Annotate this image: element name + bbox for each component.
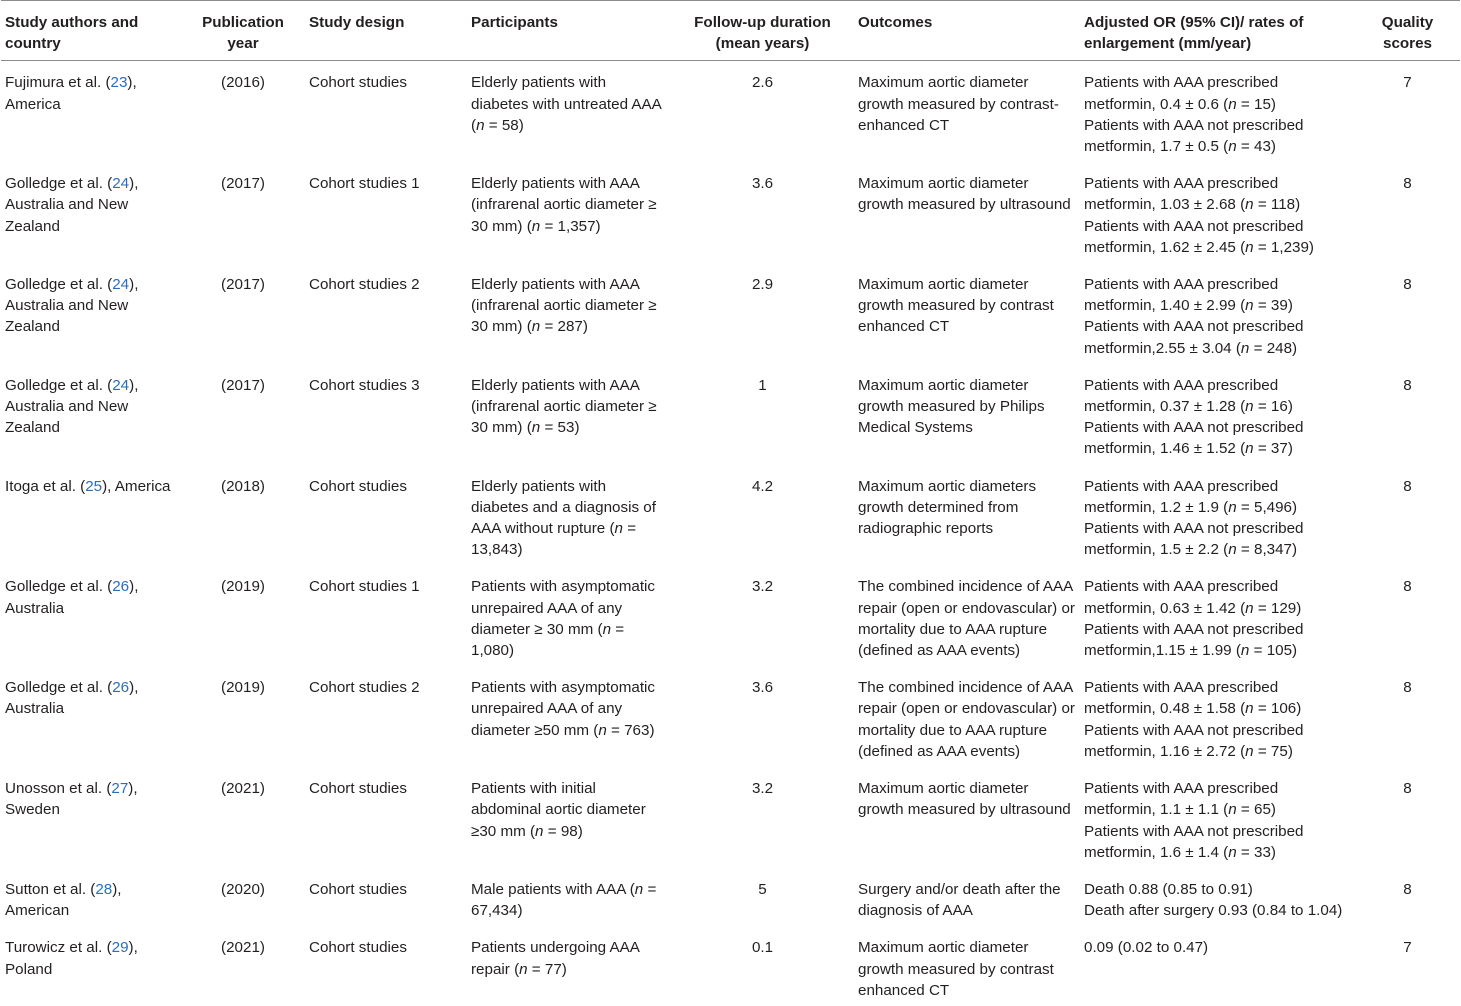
header-row [1,1,1460,61]
cell-results [1080,162,1355,263]
cell-results [1080,263,1355,364]
n-symbol: n [531,318,541,336]
participants-n: 98 [560,822,578,840]
col-header-participants: Participants [471,14,558,31]
participants-n: 287 [557,318,583,336]
reference-number: 27 [111,780,129,798]
cell-authors: Golledge et al. (26), Australia [5,679,139,718]
cell-quality: 7 [1403,939,1412,957]
cell-authors: Golledge et al. (24), Australia and New Zealand [5,175,139,235]
col-header-design: Study design [309,14,405,31]
result-not-prescribed-text: Patients with AAA not prescribed metformin, 1.16 ± 2.72 [1084,721,1304,760]
result-not-prescribed: Patients with AAA not prescribed metformin,2.55 ± 3.04 (n = 248) [1084,318,1304,357]
result-not-prescribed-n: 8,347 [1254,541,1293,559]
cell-results [1080,565,1355,666]
cell-participants: Patients with initial abdominal aortic diameter ≥30 mm (n = 98) [471,780,646,840]
n-symbol: n [1245,742,1254,760]
result-prescribed: Patients with AAA prescribed metformin, 1.2 ± 1.9 (n = 5,496) [1084,477,1298,516]
n-symbol: n [1245,700,1254,718]
participants-n: 53 [557,419,575,437]
result-not-prescribed: Patients with AAA not prescribed metformin, 1.5 ± 2.2 (n = 8,347) [1084,520,1304,559]
result-prescribed-n: 65 [1254,801,1271,819]
n-symbol: n [1245,398,1254,416]
table-row [1,767,1460,868]
n-symbol: n [1228,801,1237,819]
cell-year: (2017) [221,376,265,394]
country: American [5,902,70,920]
result-prescribed-n: 5,496 [1254,498,1293,516]
cell-design: Cohort studies [309,880,407,898]
participants-n: 77 [544,960,562,978]
n-symbol: n [1228,95,1237,113]
result-prescribed-text: Patients with AAA prescribed metformin, 0.63 ± 1.42 [1084,578,1279,617]
country: America [114,477,171,495]
cell-year: (2021) [221,939,265,957]
result-not-prescribed-text: Patients with AAA not prescribed metformin, 1.46 ± 1.52 [1084,419,1304,458]
cell-followup: 3.2 [751,780,774,798]
n-symbol: n [531,217,541,235]
result-text: Death after surgery 0.93 (0.84 to 1.04) [1084,902,1343,920]
cell-quality: 8 [1403,880,1412,898]
result-prescribed-n: 39 [1270,297,1288,315]
reference-number: 24 [112,276,130,294]
country: Sweden [5,801,60,819]
cell-year: (2021) [221,780,265,798]
n-symbol: n [1228,138,1237,156]
result-not-prescribed-n: 1,239 [1270,238,1309,256]
author-name: Golledge et al. [5,175,103,193]
result-prescribed: Patients with AAA prescribed metformin, 0.63 ± 1.42 (n = 129) [1084,578,1302,617]
cell-followup: 3.6 [751,679,774,697]
result-not-prescribed: Patients with AAA not prescribed metformin, 1.6 ± 1.4 (n = 33) [1084,822,1304,861]
cell-participants: Elderly patients with diabetes and a diagnosis of AAA without rupture (n = 13,843) [471,477,656,559]
participants-text: Patients with asymptomatic unrepaired AAA of any diameter ≥50 mm [471,679,656,739]
cell-authors: Golledge et al. (24), Australia and New Zealand [5,276,139,336]
reference-number: 25 [85,477,103,495]
table-row [1,868,1460,926]
cell-year: (2019) [221,578,265,596]
participants-text: Elderly patients with diabetes and a diagnosis of AAA without rupture [471,477,656,538]
cell-year: (2017) [221,175,265,193]
result-prescribed: Patients with AAA prescribed metformin, 0.4 ± 0.6 (n = 15) [1084,74,1279,113]
cell-outcome: Maximum aortic diameter growth measured by contrast enhanced CT [858,276,1054,336]
cell-participants: Elderly patients with diabetes with untreated AAA (n = 58) [471,74,661,134]
cell-followup: 0.1 [751,939,774,957]
result-not-prescribed-n: 75 [1270,742,1288,760]
study-characteristics-table [1,0,1460,1006]
result-prescribed-text: Patients with AAA prescribed metformin, 0.4 ± 0.6 [1084,74,1279,113]
country: Poland [5,960,53,978]
cell-results [1080,767,1355,868]
author-name: Sutton et al. [5,880,87,898]
reference-number: 26 [112,679,130,697]
table-row [1,666,1460,767]
reference-number: 23 [110,74,128,92]
participants-text: Patients with asymptomatic unrepaired AAA of any diameter ≥ 30 mm [471,578,656,638]
col-header-authors: Study authors and country [5,14,139,53]
participants-n: 58 [501,116,519,134]
result-not-prescribed-text: Patients with AAA not prescribed metformin,2.55 ± 3.04 [1084,318,1304,357]
cell-quality: 8 [1403,679,1412,697]
author-name: Itoga et al. [5,477,76,495]
col-header-year: Publication year [202,14,284,53]
cell-authors: Itoga et al. (25), America [5,477,171,495]
result-not-prescribed-n: 105 [1266,642,1293,660]
cell-quality: 8 [1403,578,1412,596]
cell-outcome: Maximum aortic diameter growth measured by contrast-enhanced CT [858,74,1059,134]
cell-participants: Patients with asymptomatic unrepaired AAA of any diameter ≥50 mm (n = 763) [471,679,656,739]
cell-outcome: Maximum aortic diameter growth measured by ultrasound [858,780,1071,819]
reference-number: 29 [111,939,129,957]
n-symbol: n [535,822,544,840]
cell-participants: Elderly patients with AAA (infrarenal aortic diameter ≥ 30 mm) (n = 53) [471,376,657,437]
result-prescribed-n: 106 [1270,700,1297,718]
n-symbol: n [602,620,612,638]
cell-quality: 8 [1403,477,1412,495]
n-symbol: n [476,116,485,134]
participants-n: 1,080 [471,642,510,660]
cell-outcome: Maximum aortic diameter growth measured by Philips Medical Systems [858,376,1045,437]
participants-text: Elderly patients with AAA (infrarenal aortic diameter ≥ 30 mm) [471,276,657,336]
result-prescribed-text: Patients with AAA prescribed metformin, 1.2 ± 1.9 [1084,477,1279,516]
reference-number: 26 [112,578,130,596]
result-prescribed-n: 15 [1254,95,1271,113]
result-not-prescribed-text: Patients with AAA not prescribed metformin, 1.7 ± 0.5 [1084,116,1304,156]
cell-design: Cohort studies 3 [309,376,420,394]
participants-text: Elderly patients with AAA (infrarenal aortic diameter ≥ 30 mm) [471,376,657,437]
cell-participants: Patients with asymptomatic unrepaired AAA of any diameter ≥ 30 mm (n = 1,080) [471,578,656,660]
cell-design: Cohort studies [309,477,407,495]
n-symbol: n [1245,599,1254,617]
cell-authors: Sutton et al. (28), American [5,880,122,920]
cell-design: Cohort studies [309,939,407,957]
cell-outcome: The combined incidence of AAA repair (open or endovascular) or mortality due to AAA rupture (defined as AAA events) [858,679,1075,760]
result-not-prescribed-text: Patients with AAA not prescribed metformin, 1.6 ± 1.4 [1084,822,1304,861]
author-name: Golledge et al. [5,578,103,596]
n-symbol: n [1240,339,1250,357]
participants-text: Male patients with AAA [471,880,626,898]
cell-authors: Golledge et al. (24), Australia and New Zealand [5,376,139,437]
author-name: Golledge et al. [5,376,103,394]
participants-text: Patients with initial abdominal aortic diameter ≥30 mm [471,780,646,840]
col-header-followup: Follow-up duration (mean years) [694,14,831,53]
result-prescribed: Patients with AAA prescribed metformin, 1.40 ± 2.99 (n = 39) [1084,276,1293,315]
participants-text: Patients undergoing AAA repair [471,939,640,978]
n-symbol: n [1245,196,1254,214]
country: Australia and New Zealand [5,196,129,235]
n-symbol: n [1240,642,1250,660]
author-name: Unosson et al. [5,780,103,798]
reference-number: 24 [112,376,130,394]
cell-followup: 1 [758,376,767,394]
cell-participants: Elderly patients with AAA (infrarenal aortic diameter ≥ 30 mm) (n = 287) [471,276,657,336]
table-body [1,61,1460,1006]
cell-followup: 3.2 [751,578,774,596]
author-name: Turowicz et al. [5,939,103,957]
cell-design: Cohort studies 2 [309,679,420,697]
country: Australia [5,700,65,718]
result-prescribed-text: Patients with AAA prescribed metformin, 0.48 ± 1.58 [1084,679,1279,718]
cell-quality: 7 [1403,74,1412,92]
cell-outcome: Maximum aortic diameters growth determined from radiographic reports [858,477,1037,538]
cell-year: (2019) [221,679,265,697]
n-symbol: n [614,520,623,538]
cell-participants: Patients undergoing AAA repair (n = 77) [471,939,640,978]
result-not-prescribed: Patients with AAA not prescribed metformin,1.15 ± 1.99 (n = 105) [1084,620,1304,660]
table-row [1,926,1460,1006]
cell-year: (2018) [221,477,265,495]
n-symbol: n [634,880,644,898]
cell-design: Cohort studies 2 [309,276,420,294]
result-prescribed-n: 16 [1270,398,1288,416]
result-prescribed: Patients with AAA prescribed metformin, 1.1 ± 1.1 (n = 65) [1084,780,1279,819]
result-prescribed: Patients with AAA prescribed metformin, 1.03 ± 2.68 (n = 118) [1084,175,1301,214]
participants-n: 1,357 [557,217,596,235]
table-row [1,61,1460,162]
table-row [1,263,1460,364]
participants-n: 13,843 [471,541,518,559]
n-symbol: n [1245,297,1254,315]
cell-design: Cohort studies [309,74,407,92]
country: America [5,95,61,113]
result-not-prescribed-n: 33 [1254,843,1271,861]
n-symbol: n [1228,843,1237,861]
cell-quality: 8 [1403,376,1412,394]
n-symbol: n [1245,238,1254,256]
author-name: Golledge et al. [5,679,103,697]
result-not-prescribed-text: Patients with AAA not prescribed metformin, 1.5 ± 2.2 [1084,520,1304,559]
participants-text: Elderly patients with AAA (infrarenal aortic diameter ≥ 30 mm) [471,175,657,235]
col-header-or: Adjusted OR (95% CI)/ rates of enlargement (mm/year) [1084,14,1304,53]
cell-outcome: Maximum aortic diameter growth measured by ultrasound [858,175,1071,214]
participants-n: 763 [624,721,650,739]
cell-outcome: Surgery and/or death after the diagnosis of AAA [858,880,1061,920]
participants-text: Elderly patients with diabetes with untreated AAA [471,74,661,113]
cell-quality: 8 [1403,175,1412,193]
author-name: Golledge et al. [5,276,103,294]
author-name: Fujimura et al. [5,74,102,92]
cell-design: Cohort studies [309,780,407,798]
cell-results [1080,868,1355,926]
result-not-prescribed: Patients with AAA not prescribed metformin, 1.46 ± 1.52 (n = 37) [1084,419,1304,458]
cell-followup: 4.2 [751,477,774,495]
table-row [1,565,1460,666]
result-prescribed-text: Patients with AAA prescribed metformin, 1.1 ± 1.1 [1084,780,1279,819]
table-row [1,162,1460,263]
result-prescribed: Patients with AAA prescribed metformin, 0.37 ± 1.28 (n = 16) [1084,376,1293,416]
cell-results [1080,926,1355,1006]
cell-authors: Unosson et al. (27), Sweden [5,780,138,819]
result-prescribed-text: Patients with AAA prescribed metformin, 1.40 ± 2.99 [1084,276,1279,315]
result-not-prescribed-n: 43 [1254,138,1271,156]
result-not-prescribed: Patients with AAA not prescribed metformin, 1.7 ± 0.5 (n = 43) [1084,116,1304,156]
cell-year: (2020) [221,880,265,898]
cell-followup: 5 [758,880,767,898]
result-prescribed-n: 118 [1270,196,1296,214]
n-symbol: n [1245,440,1254,458]
result-not-prescribed-n: 37 [1270,440,1288,458]
reference-number: 24 [112,175,130,193]
cell-quality: 8 [1403,780,1412,798]
country: Australia [5,599,65,617]
table-row [1,465,1460,566]
cell-participants: Male patients with AAA (n = 67,434) [471,880,657,920]
cell-followup: 2.9 [751,276,774,294]
cell-outcome: The combined incidence of AAA repair (open or endovascular) or mortality due to AAA rupture (defined as AAA events) [858,578,1075,660]
result-not-prescribed-text: Patients with AAA not prescribed metformin, 1.62 ± 2.45 [1084,217,1304,256]
participants-n: 67,434 [471,902,518,920]
result-prescribed-text: Patients with AAA prescribed metformin, 1.03 ± 2.68 [1084,175,1279,214]
result-not-prescribed-n: 248 [1266,339,1293,357]
cell-year: (2017) [221,276,265,294]
table-row [1,364,1460,465]
cell-year: (2016) [221,74,265,92]
cell-quality: 8 [1403,276,1412,294]
result-prescribed-n: 129 [1270,599,1297,617]
n-symbol: n [531,419,541,437]
cell-design: Cohort studies 1 [309,578,420,596]
result-prescribed: Patients with AAA prescribed metformin, 0.48 ± 1.58 (n = 106) [1084,679,1302,718]
cell-followup: 3.6 [751,175,774,193]
n-symbol: n [519,960,528,978]
n-symbol: n [1228,498,1237,516]
cell-design: Cohort studies 1 [309,175,420,193]
cell-results [1080,666,1355,767]
n-symbol: n [598,721,607,739]
cell-results [1080,61,1355,162]
col-header-quality: Quality scores [1381,14,1434,53]
result-text: 0.09 (0.02 to 0.47) [1084,939,1209,957]
result-not-prescribed-text: Patients with AAA not prescribed metformin,1.15 ± 1.99 [1084,620,1304,660]
cell-followup: 2.6 [751,74,774,92]
cell-results [1080,465,1355,566]
result-not-prescribed: Patients with AAA not prescribed metformin, 1.62 ± 2.45 (n = 1,239) [1084,217,1314,256]
result-text: Death 0.88 (0.85 to 0.91) [1084,880,1253,898]
col-header-outcomes: Outcomes [858,14,933,31]
reference-number: 28 [95,880,113,898]
cell-authors: Fujimura et al. (23), America [5,74,137,113]
result-not-prescribed: Patients with AAA not prescribed metformin, 1.16 ± 2.72 (n = 75) [1084,721,1304,760]
result-prescribed-text: Patients with AAA prescribed metformin, 0.37 ± 1.28 [1084,376,1279,416]
cell-authors: Turowicz et al. (29), Poland [5,939,138,978]
cell-results [1080,364,1355,465]
country: Australia and New Zealand [5,297,129,336]
cell-authors: Golledge et al. (26), Australia [5,578,139,617]
n-symbol: n [1228,541,1237,559]
country: Australia and New Zealand [5,398,129,437]
cell-outcome: Maximum aortic diameter growth measured by contrast enhanced CT [858,939,1054,999]
cell-participants: Elderly patients with AAA (infrarenal aortic diameter ≥ 30 mm) (n = 1,357) [471,175,657,235]
